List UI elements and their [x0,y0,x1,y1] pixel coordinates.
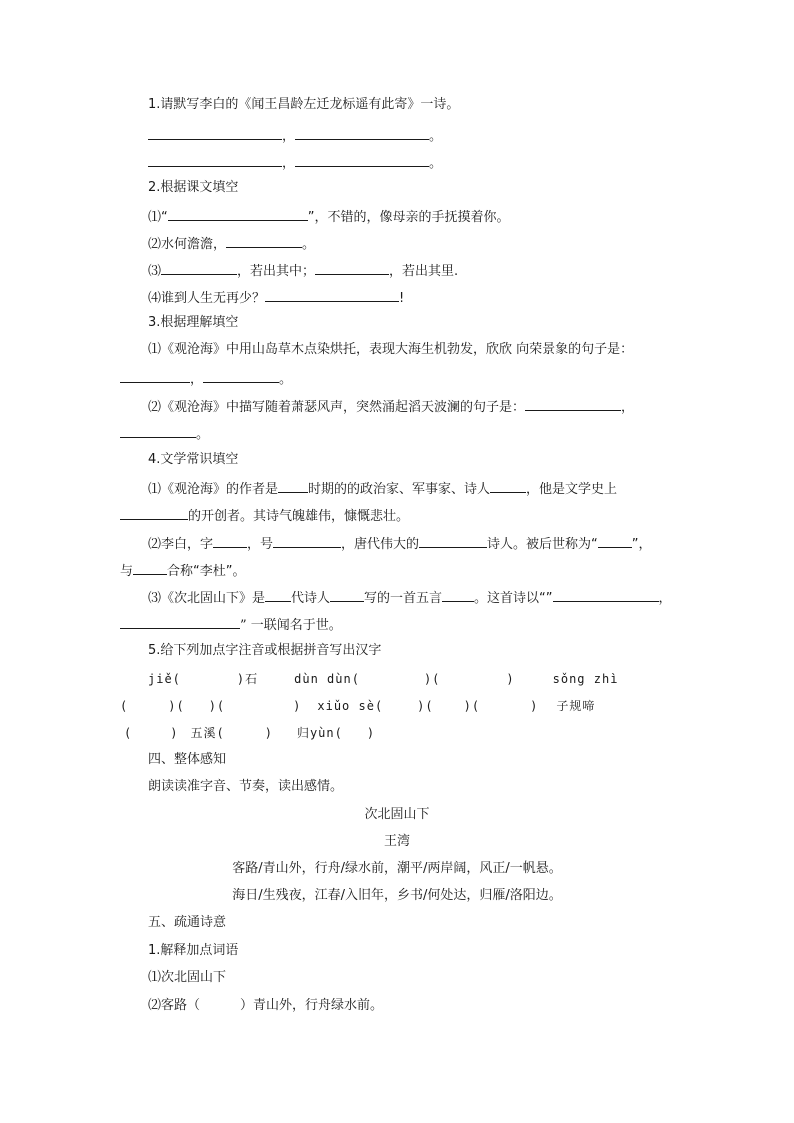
period: 。 [279,372,293,387]
item-text: 代诗人 [291,591,331,606]
answer-blank[interactable] [226,233,302,248]
section4-heading: 四、整体感知 [148,752,227,767]
item-text: ⑶《次北固山下》是 [148,591,266,606]
item-text: ⑵《观沧海》中描写随着萧瑟风声，突然涌起滔天波澜的句子是： [148,400,526,415]
period: 。 [196,427,210,442]
item-text: ) [506,672,515,686]
item-text: ， [658,591,672,606]
item-text: ( [120,699,129,713]
answer-blank[interactable] [120,505,188,520]
item-text: ⑴“ [148,210,168,225]
item-text: )( [463,699,481,713]
item-text: ” 一联闻名于世。 [240,618,342,633]
poem-line-1: 客路/青山外，行舟/绿水前，潮平/两岸阔，风正/一帆悬。 [232,861,562,876]
q5-row-1 [148,670,618,688]
item-text: ⑴《观沧海》的作者是 [148,482,279,497]
item-text: ）青山外，行舟绿水前。 [240,998,384,1013]
item-text: ⑶ [148,264,162,279]
answer-blank[interactable] [161,260,237,275]
section5-item-1: ⑴次北固山下 [148,970,227,985]
item-text: ( [124,726,133,740]
pinyin-text: sǒng zhì [552,672,619,686]
pinyin-text: xiǔo sè( [317,699,384,713]
answer-blank[interactable] [553,587,659,602]
q4-item-1 [148,478,617,499]
item-text: ，若出其中； [237,264,316,279]
answer-blank[interactable] [295,152,429,167]
section5-heading: 五、疏通诗意 [148,915,227,930]
item-text: ! [399,291,405,306]
q3-item-1-text: ⑴《观沧海》中用山岛草木点染烘托，表现大海生机勃发，欣欣 向荣景象的句子是： [148,342,634,357]
item-text: ) [293,699,302,713]
answer-blank[interactable] [148,152,282,167]
poem-line-2: 海日/生残夜，江春/入旧年，乡书/何处达，归雁/洛阳边。 [232,888,562,903]
item-text: 诗人。被后世称为“ [487,537,598,552]
item-text: 时期的的政治家、军事家、诗人 [308,482,491,497]
item-text: ) [264,726,273,740]
item-text: 子规啼 [556,699,596,713]
item-text: ) [170,726,179,740]
q4-item-3-cont [120,614,342,635]
q3-item-2-answer [120,423,209,444]
item-text: 合称“李杜”。 [167,564,246,579]
item-text: ⑵客路（ [148,998,201,1013]
item-text: )( [423,672,441,686]
answer-blank[interactable] [419,533,487,548]
q1-answer-line-2 [148,152,442,173]
answer-blank[interactable] [278,478,308,493]
answer-blank[interactable] [168,206,308,221]
pinyin-text: jiě( [148,672,181,686]
item-text: )石 [236,672,259,686]
answer-blank[interactable] [265,587,291,602]
item-text: ”， [631,537,652,552]
q3-item-1-answer [120,368,292,389]
item-text: ⑷谁到人生无再少？ [148,291,266,306]
answer-blank[interactable] [265,287,399,302]
q1-heading: 1.请默写李白的《闻王昌龄左迁龙标遥有此寄》一诗。 [148,97,460,112]
comma: ， [282,156,296,171]
pinyin-text: dùn dùn( [294,672,360,686]
item-text: ) [366,726,376,740]
q1-answer-line-1 [148,125,442,146]
answer-blank[interactable] [330,587,364,602]
q2-item-2 [148,233,315,254]
q4-item-2-cont [120,560,246,581]
q3-heading: 3.根据理解填空 [148,315,239,330]
answer-blank[interactable] [203,368,279,383]
q4-item-2 [148,533,652,554]
q2-item-4 [148,287,404,308]
q2-item-1 [148,206,510,227]
section5-item-2 [148,997,383,1015]
item-text: 的开创者。其诗气魄雄伟，慷慨悲壮。 [188,509,410,524]
item-text: ，号 [247,537,274,552]
q4-item-1-cont [120,505,409,526]
q5-heading: 5.给下列加点字注音或根据拼音写出汉字 [148,643,382,658]
answer-blank[interactable] [295,125,429,140]
item-text: ⑵李白，字 [148,537,214,552]
item-text: 写的一首五言 [364,591,443,606]
item-text: 与 [120,564,134,579]
item-text: )( [168,699,185,713]
section5-sub1: 1.解释加点词语 [148,943,239,958]
item-text: 。 [302,237,316,252]
answer-blank[interactable] [442,587,474,602]
q5-row-3 [124,724,375,742]
q4-item-3 [148,587,672,608]
q5-row-2 [120,697,595,715]
q2-heading: 2.根据课文填空 [148,180,239,195]
poem-title: 次北固山下 [364,807,430,822]
item-text: )( [417,699,434,713]
poem-author: 王湾 [383,834,410,849]
item-text: ，若出其里. [389,264,459,279]
item-text: ，唐代伟大的 [341,537,420,552]
answer-blank[interactable] [120,423,196,438]
item-text: ”，不错的，像母亲的手抚摸着你。 [307,210,510,225]
answer-blank[interactable] [525,396,621,411]
answer-blank[interactable] [273,533,341,548]
answer-blank[interactable] [133,560,167,575]
answer-blank[interactable] [490,478,526,493]
item-text: ⑵水何澹澹， [148,237,227,252]
q4-heading: 4.文学常识填空 [148,452,239,467]
period: 。 [429,156,443,171]
item-text: 归yùn( [296,726,343,740]
answer-blank[interactable] [315,260,389,275]
q3-item-2 [148,396,634,417]
item-text: )( [208,699,226,713]
comma: ， [621,400,635,415]
period: 。 [429,129,443,144]
answer-blank[interactable] [213,533,247,548]
item-text: ) [530,699,539,713]
answer-blank[interactable] [120,614,240,629]
comma: ， [190,372,204,387]
item-text: 五溪( [190,726,225,740]
answer-blank[interactable] [148,125,282,140]
item-text: ，他是文学史上 [526,482,618,497]
section4-instruction: 朗读读准字音、节奏，读出感情。 [148,779,344,794]
item-text: 。这首诗以“” [474,591,553,606]
answer-blank[interactable] [120,368,190,383]
answer-blank[interactable] [598,533,632,548]
q2-item-3 [148,260,458,281]
comma: ， [282,129,296,144]
